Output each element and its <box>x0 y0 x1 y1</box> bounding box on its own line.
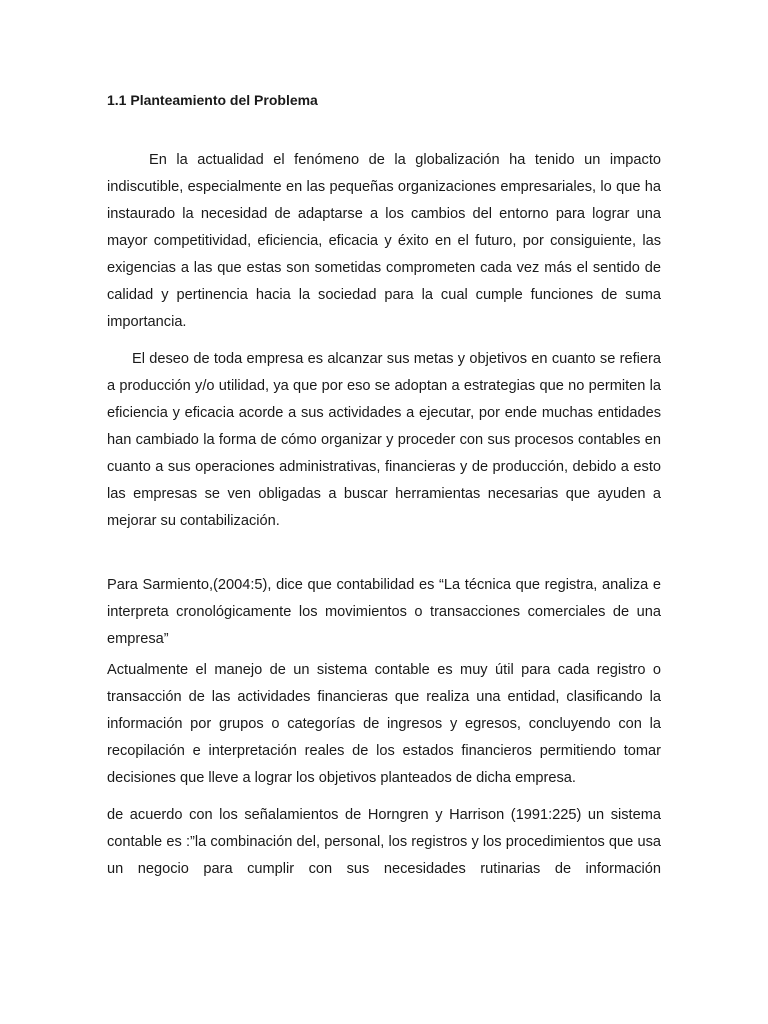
paragraph-sarmiento-quote: Para Sarmiento,(2004:5), dice que contabilidad es “La técnica que registra, analiza e interpreta cronológicamente los movimientos o transacciones comerciales de una empresa” <box>107 577 661 647</box>
paragraph-deseo-empresa: El deseo de toda empresa es alcanzar sus metas y objetivos en cuanto se refiera a producción y/o utilidad, ya que por eso se adoptan a estrategias que no permiten la eficiencia y eficacia acorde a sus actividades a ejecutar, por ende muchas entidades han cambiado la forma de cómo organizar y proceder con sus procesos contables en cuanto a sus operaciones administrativas, financieras y de producción, debido a esto las empresas se ven obligadas a buscar herramientas necesarias que ayuden a mejorar su contabilización. <box>107 351 661 529</box>
paragraph-sistema-contable: Actualmente el manejo de un sistema contable es muy útil para cada registro o transacción de las actividades financieras que realiza una entidad, clasificando la información por grupos o categorías de ingresos y egresos, concluyendo con la recopilación e interpretación reales de los estados financieros permitiendo tomar decisiones que lleve a lograr los objetivos planteados de dicha empresa. <box>107 662 661 786</box>
paragraph-globalizacion: En la actualidad el fenómeno de la globalización ha tenido un impacto indiscutible, especialmente en las pequeñas organizaciones empresariales, lo que ha instaurado la necesidad de adaptarse a los cambios del entorno para lograr una mayor competitividad, eficiencia, eficacia y éxito en el futuro, por consiguiente, las exigencias a las que estas son sometidas comprometen cada vez más el sentido de calidad y pertinencia hacia la sociedad para la cual cumple funciones de suma importancia. <box>107 152 661 330</box>
section-heading: 1.1 Planteamiento del Problema <box>107 92 318 108</box>
paragraph-horngren-harrison: de acuerdo con los señalamientos de Horngren y Harrison (1991:225) un sistema contable es :”la combinación del, personal, los registros y los procedimientos que usa un negocio para cumplir con sus necesidades rutinarias de información <box>107 807 661 877</box>
